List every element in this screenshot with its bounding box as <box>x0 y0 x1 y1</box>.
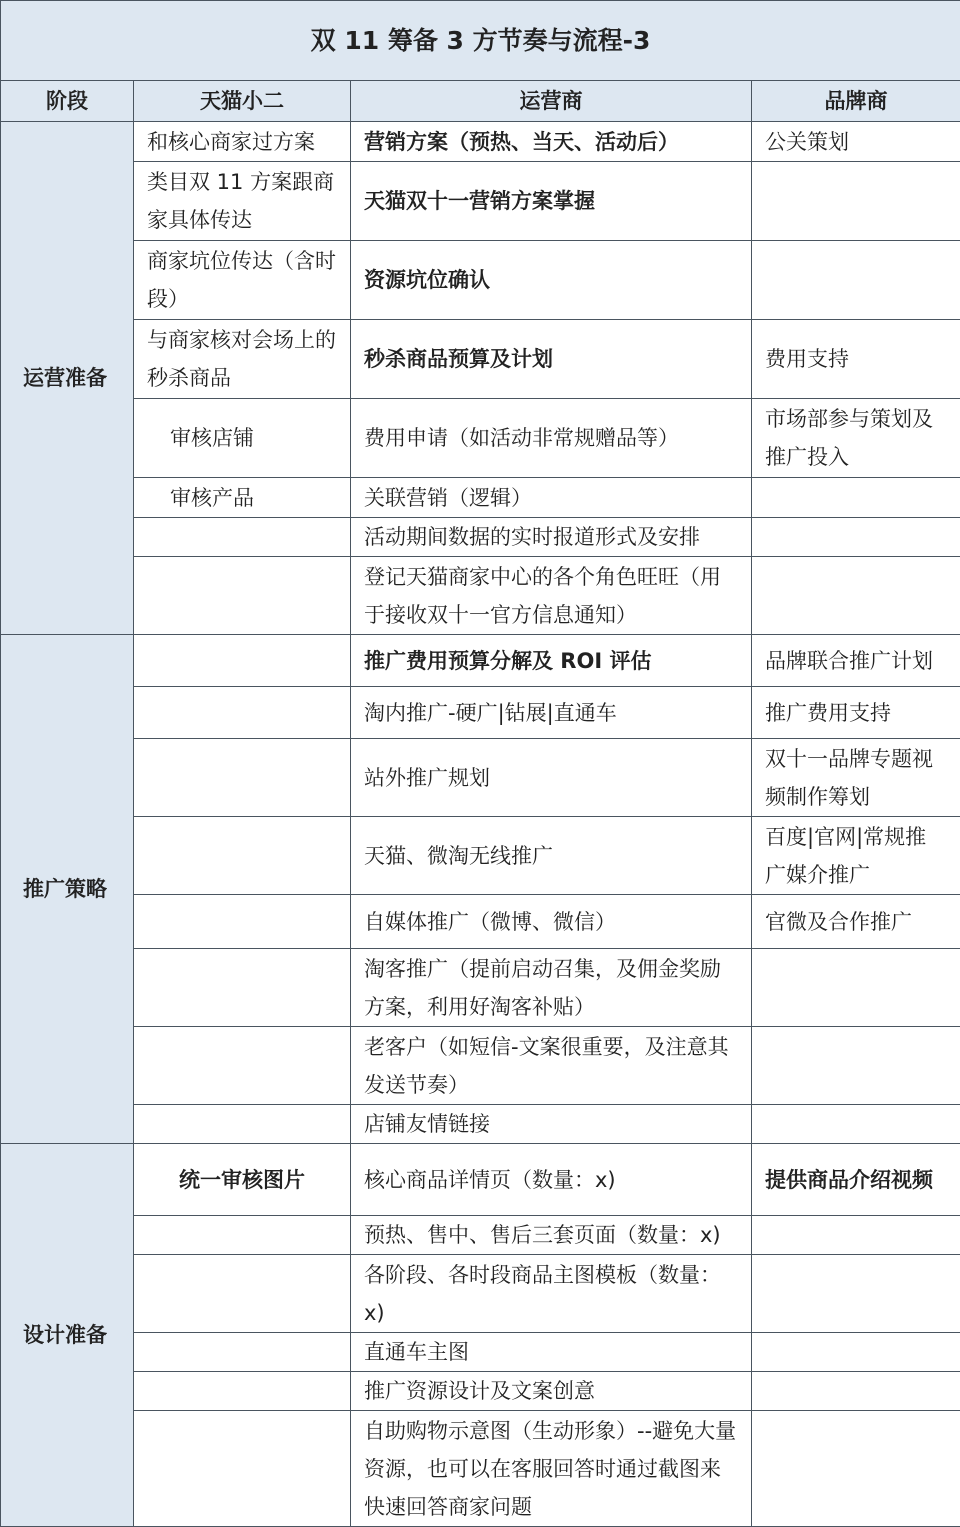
table-row <box>1 1216 960 1255</box>
header-row <box>1 81 960 122</box>
tmall-cell <box>134 739 351 817</box>
brand-cell: 提供商品介绍视频 <box>752 1144 960 1216</box>
table-row <box>1 1333 960 1372</box>
table-row <box>1 1105 960 1144</box>
operator-cell: 直通车主图 <box>351 1333 752 1372</box>
operator-cell: 活动期间数据的实时报道形式及安排 <box>351 518 752 557</box>
stage-cell-design: 设计准备 <box>1 1144 134 1527</box>
table-row <box>1 949 960 1027</box>
header-brand: 品牌商 <box>752 81 960 122</box>
operator-cell: 秒杀商品预算及计划 <box>351 320 752 399</box>
table-row <box>1 1144 960 1216</box>
table-row <box>1 817 960 895</box>
table-row <box>1 399 960 478</box>
tmall-cell <box>134 1105 351 1144</box>
operator-cell: 各阶段、各时段商品主图模板（数量：x) <box>351 1255 752 1333</box>
table-row <box>1 635 960 687</box>
table-row <box>1 1027 960 1105</box>
brand-cell <box>752 1027 960 1105</box>
brand-cell <box>752 949 960 1027</box>
tmall-cell <box>134 1216 351 1255</box>
table-row <box>1 122 960 162</box>
table-row <box>1 1255 960 1333</box>
table-row <box>1 518 960 557</box>
tmall-cell <box>134 949 351 1027</box>
brand-cell: 品牌联合推广计划 <box>752 635 960 687</box>
tmall-cell: 统一审核图片 <box>134 1144 351 1216</box>
tmall-cell <box>134 1255 351 1333</box>
operator-cell: 淘客推广（提前启动召集，及佣金奖励方案，利用好淘客补贴） <box>351 949 752 1027</box>
tmall-cell <box>134 1372 351 1411</box>
brand-cell <box>752 1411 960 1527</box>
brand-cell <box>752 478 960 518</box>
brand-cell <box>752 1216 960 1255</box>
stage-cell-operations: 运营准备 <box>1 122 134 635</box>
header-tmall: 天猫小二 <box>134 81 351 122</box>
operator-cell: 推广资源设计及文案创意 <box>351 1372 752 1411</box>
tmall-cell <box>134 895 351 949</box>
operator-cell: 淘内推广-硬广|钻展|直通车 <box>351 687 752 739</box>
brand-cell <box>752 518 960 557</box>
operator-cell: 关联营销（逻辑） <box>351 478 752 518</box>
brand-cell <box>752 1105 960 1144</box>
tmall-cell: 商家坑位传达（含时段） <box>134 241 351 320</box>
brand-cell: 市场部参与策划及推广投入 <box>752 399 960 478</box>
tmall-cell: 和核心商家过方案 <box>134 122 351 162</box>
brand-cell: 百度|官网|常规推广媒介推广 <box>752 817 960 895</box>
operator-cell: 自媒体推广（微博、微信） <box>351 895 752 949</box>
header-stage: 阶段 <box>1 81 134 122</box>
tmall-cell <box>134 635 351 687</box>
table-title: 双 11 筹备 3 方节奏与流程-3 <box>1 1 960 81</box>
operator-cell: 自助购物示意图（生动形象）--避免大量资源，也可以在客服回答时通过截图来快速回答商家问题 <box>351 1411 752 1527</box>
brand-cell <box>752 162 960 241</box>
tmall-cell <box>134 817 351 895</box>
stage-cell-promotion: 推广策略 <box>1 635 134 1144</box>
table-row <box>1 557 960 635</box>
brand-cell <box>752 557 960 635</box>
operator-cell: 天猫双十一营销方案掌握 <box>351 162 752 241</box>
tmall-cell <box>134 557 351 635</box>
brand-cell <box>752 241 960 320</box>
tmall-cell <box>134 687 351 739</box>
operator-cell: 预热、售中、售后三套页面（数量：x) <box>351 1216 752 1255</box>
brand-cell: 推广费用支持 <box>752 687 960 739</box>
brand-cell: 双十一品牌专题视频制作筹划 <box>752 739 960 817</box>
table-row <box>1 895 960 949</box>
tmall-cell <box>134 518 351 557</box>
operator-cell: 老客户（如短信-文案很重要，及注意其发送节奏） <box>351 1027 752 1105</box>
tmall-cell: 审核店铺 <box>134 399 351 478</box>
operator-cell: 营销方案（预热、当天、活动后） <box>351 122 752 162</box>
brand-cell: 费用支持 <box>752 320 960 399</box>
table-row <box>1 687 960 739</box>
brand-cell: 官微及合作推广 <box>752 895 960 949</box>
table-row <box>1 1411 960 1527</box>
operator-cell: 登记天猫商家中心的各个角色旺旺（用于接收双十一官方信息通知） <box>351 557 752 635</box>
operator-cell: 站外推广规划 <box>351 739 752 817</box>
operator-cell: 天猫、微淘无线推广 <box>351 817 752 895</box>
table-row <box>1 320 960 399</box>
table-row <box>1 241 960 320</box>
brand-cell <box>752 1333 960 1372</box>
tmall-cell: 与商家核对会场上的秒杀商品 <box>134 320 351 399</box>
table-row <box>1 162 960 241</box>
table-row <box>1 478 960 518</box>
operator-cell: 资源坑位确认 <box>351 241 752 320</box>
operator-cell: 推广费用预算分解及 ROI 评估 <box>351 635 752 687</box>
header-operator: 运营商 <box>351 81 752 122</box>
table-row <box>1 1372 960 1411</box>
brand-cell <box>752 1255 960 1333</box>
tmall-cell <box>134 1027 351 1105</box>
operator-cell: 店铺友情链接 <box>351 1105 752 1144</box>
tmall-cell: 审核产品 <box>134 478 351 518</box>
operator-cell: 费用申请（如活动非常规赠品等） <box>351 399 752 478</box>
tmall-cell: 类目双 11 方案跟商家具体传达 <box>134 162 351 241</box>
operator-cell: 核心商品详情页（数量：x) <box>351 1144 752 1216</box>
brand-cell: 公关策划 <box>752 122 960 162</box>
table-row <box>1 739 960 817</box>
tmall-cell <box>134 1333 351 1372</box>
brand-cell <box>752 1372 960 1411</box>
tmall-cell <box>134 1411 351 1527</box>
